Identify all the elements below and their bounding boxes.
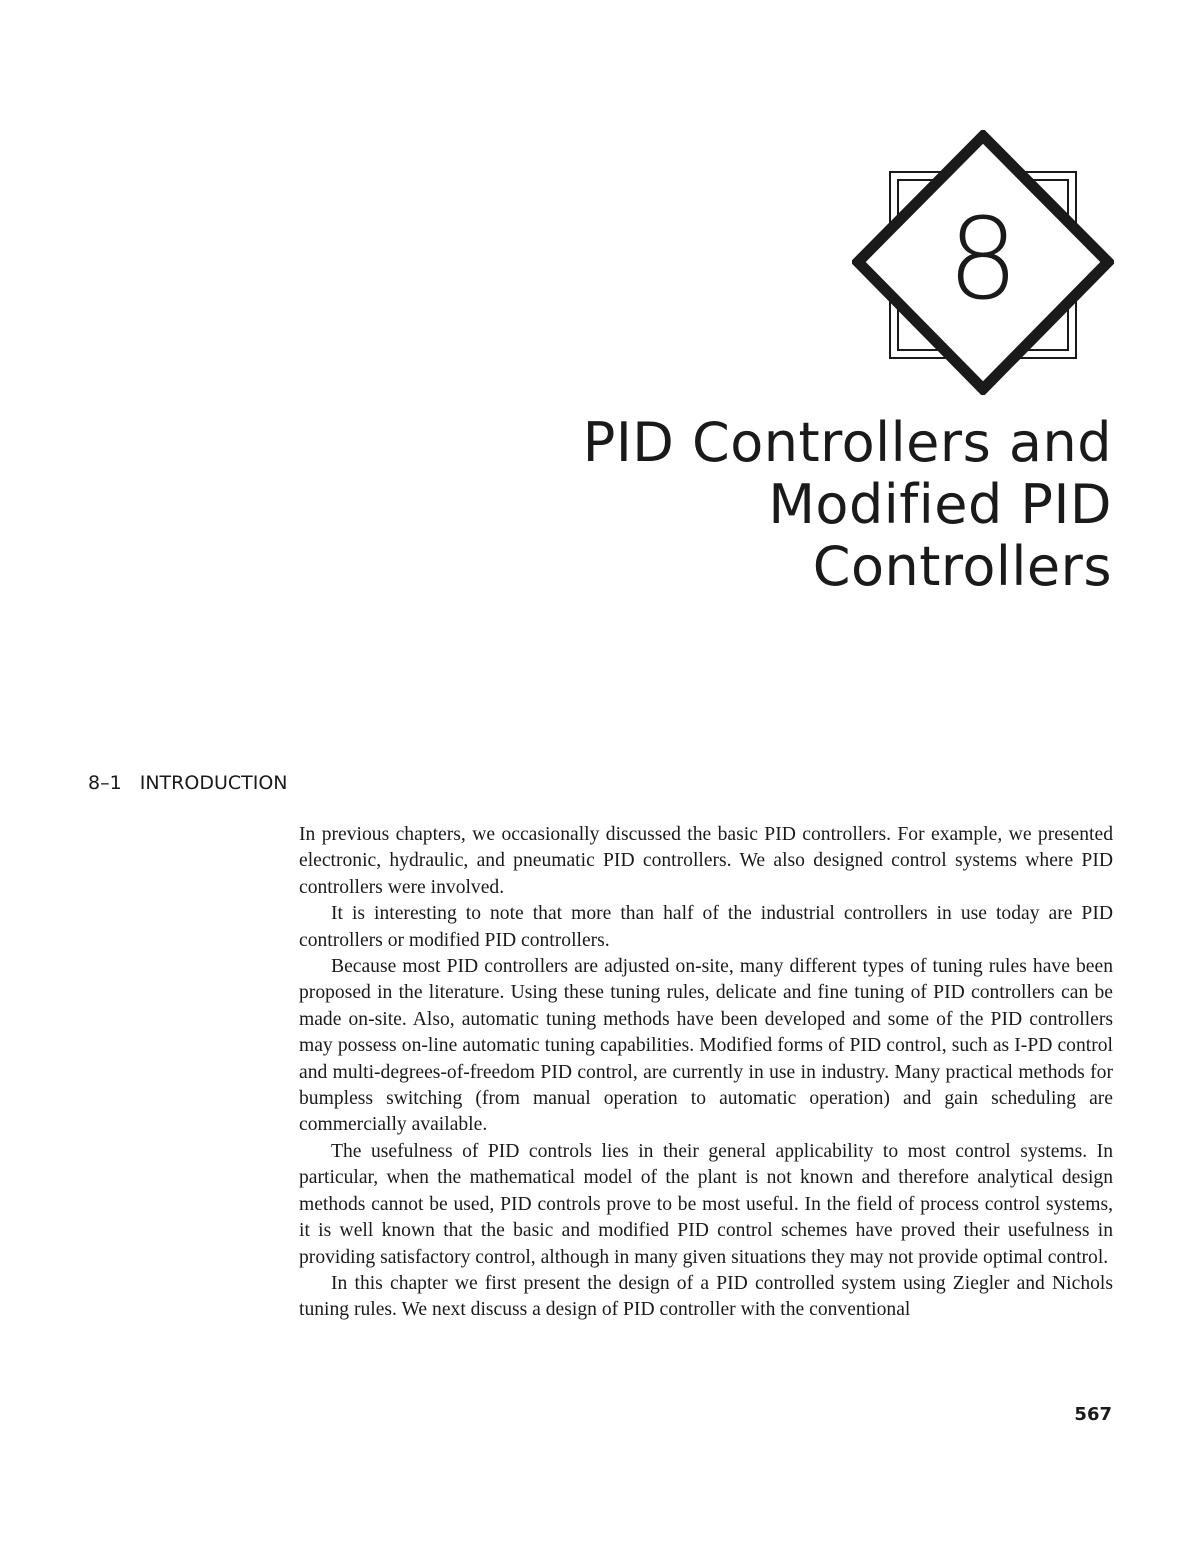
chapter-number: 8 xyxy=(947,195,1019,325)
chapter-title-line: Modified PID xyxy=(768,473,1112,536)
paragraph: In this chapter we first present the design of a PID controlled system using Ziegler and Nichols tuning rules. We next discuss a design of PID controller with the conventional xyxy=(299,1272,1113,1321)
section-number: 8–1 xyxy=(88,772,122,794)
paragraph: The usefulness of PID controls lies in their general applicability to most control systems. In particular, when the mathematical model of the plant is not known and therefore analytical design methods cannot be used, PID controls prove to be most useful. In the field of process control systems, it is well known that the basic and modified PID control schemes have proved their usefulness in providing satisfactory control, although in many given situations they may not provide optimal control. xyxy=(299,1140,1113,1268)
page-number: 567 xyxy=(1074,1404,1112,1425)
chapter-badge xyxy=(852,130,1114,395)
chapter-title-line: Controllers xyxy=(812,535,1112,598)
section-title: INTRODUCTION xyxy=(139,772,288,794)
chapter-title-line: PID Controllers and xyxy=(582,411,1112,474)
paragraph: In previous chapters, we occasionally discussed the basic PID controllers. For example, we presented electronic, hydraulic, and pneumatic PID controllers. We also designed control systems where PID controllers were involved. xyxy=(299,824,1113,898)
chapter-title xyxy=(583,412,1112,598)
body-text xyxy=(299,822,1113,1324)
section-heading xyxy=(88,772,288,794)
paragraph: It is interesting to note that more than half of the industrial controllers in use today are PID controllers or modified PID controllers. xyxy=(299,903,1113,951)
paragraph: Because most PID controllers are adjusted on-site, many different types of tuning rules have been proposed in the literature. Using these tuning rules, delicate and fine tuning of PID controllers can be made on-site. Also, automatic tuning methods have been developed and some of the PID controllers may possess on-line automatic tuning capabilities. Modified forms of PID control, such as I-PD control and multi-degrees-of-freedom PID control, are currently in use in industry. Many practical methods for bumpless switching (from manual operation to automatic operation) and gain scheduling are commercially available. xyxy=(299,956,1113,1136)
